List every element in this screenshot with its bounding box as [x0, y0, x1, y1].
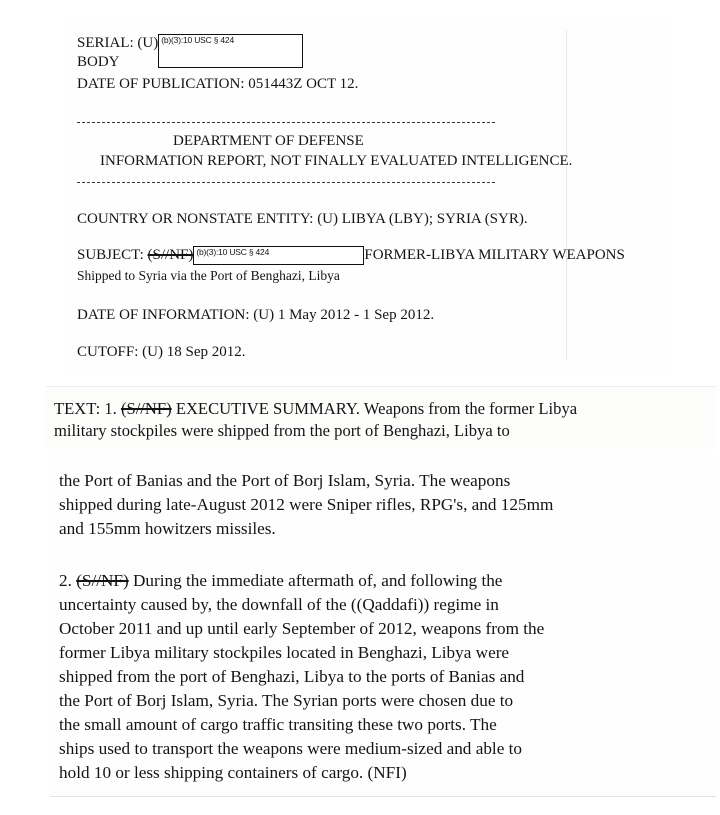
- subject-label: SUBJECT:: [77, 247, 144, 263]
- paragraph-2-classification: (S//NF): [76, 571, 129, 590]
- serial-redaction-box: (b)(3):10 USC § 424: [158, 34, 303, 68]
- paragraph-2-line: former Libya military stockpiles located in Benghazi, Libya were: [59, 643, 510, 662]
- summary-cont-line-3: and 155mm howitzers missiles.: [59, 519, 276, 538]
- paragraph-2-number: 2.: [59, 571, 72, 590]
- subject-classification: (S//NF): [147, 247, 194, 263]
- subject-redaction-box: (b)(3):10 USC § 424: [193, 246, 364, 265]
- paragraph-2-line: uncertainty caused by, the downfall of the ((Qaddafi)) regime in: [59, 595, 499, 614]
- paragraph-2-line: ships used to transport the weapons were medium-sized and able to: [59, 739, 522, 758]
- date-of-publication: DATE OF PUBLICATION: 051443Z OCT 12.: [77, 76, 359, 92]
- dashed-divider-bottom: [77, 182, 495, 183]
- paragraph-2-line: October 2011 and up until early September of 2012, weapons from the: [59, 619, 545, 638]
- paragraph-2-line-1-rest: During the immediate aftermath of, and following the: [133, 571, 503, 590]
- paragraph-2-line: the small amount of cargo traffic transiting these two ports. The: [59, 715, 497, 734]
- body-label: BODY: [77, 54, 120, 70]
- paragraph-2-line-1: [59, 570, 502, 592]
- country-line: COUNTRY OR NONSTATE ENTITY: (U) LIBYA (LBY); SYRIA (SYR).: [77, 211, 528, 227]
- summary-cont-line-1: the Port of Banias and the Port of Borj Islam, Syria. The weapons: [59, 471, 511, 490]
- paragraph-2-line: hold 10 or less shipping containers of cargo. (NFI): [59, 763, 407, 782]
- subject-line: [77, 246, 625, 265]
- cutoff-line: CUTOFF: (U) 18 Sep 2012.: [77, 344, 246, 360]
- title-line-1: DEPARTMENT OF DEFENSE: [173, 133, 364, 149]
- date-of-information: DATE OF INFORMATION: (U) 1 May 2012 - 1 Sep 2012.: [77, 307, 435, 323]
- subject-line-2: Shipped to Syria via the Port of Benghazi, Libya: [77, 268, 340, 283]
- summary-line-2: military stockpiles were shipped from the port of Benghazi, Libya to: [54, 421, 510, 440]
- summary-line-1: [54, 398, 577, 420]
- summary-classification: (S//NF): [120, 399, 172, 418]
- summary-prefix: TEXT: 1.: [54, 399, 117, 418]
- paragraph-2-line: the Port of Borj Islam, Syria. The Syrian ports were chosen due to: [59, 691, 514, 710]
- summary-line-1-rest: EXECUTIVE SUMMARY. Weapons from the former Libya: [175, 399, 578, 418]
- summary-cont-line-2: shipped during late-August 2012 were Sniper rifles, RPG's, and 125mm: [59, 495, 554, 514]
- dashed-divider-top: [77, 122, 495, 123]
- subject-rest: FORMER-LIBYA MILITARY WEAPONS: [364, 247, 625, 263]
- serial-label: SERIAL: (U): [77, 35, 159, 51]
- paragraph-2-line: shipped from the port of Benghazi, Libya to the ports of Banias and: [59, 667, 525, 686]
- scan-fold-line: [566, 30, 567, 360]
- title-line-2: INFORMATION REPORT, NOT FINALLY EVALUATED INTELLIGENCE.: [100, 153, 573, 169]
